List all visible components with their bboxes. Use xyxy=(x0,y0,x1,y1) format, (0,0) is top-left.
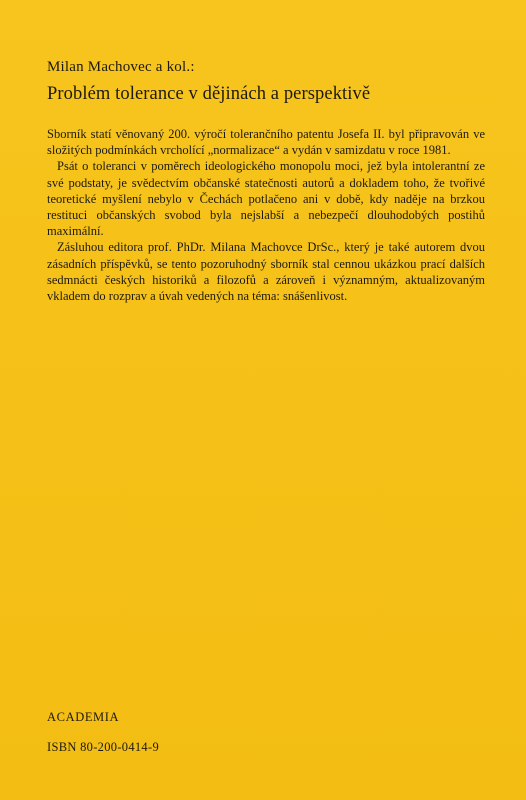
blurb-paragraph-2: Psát o toleranci v poměrech ideologického monopolu moci, jež byla intolerantní ze své podstaty, je svědectvím občanské statečnosti autorů a dokladem toho, že tvořivé teoretické myšlení nebylo v Čechách potlačeno ani v době, kdy naděje na brzkou restituci občanských svobod byla nejslabší a nebezpečí dlouhodobých postihů maximální. xyxy=(47,159,485,239)
blurb-paragraph-1: Sborník statí věnovaný 200. výročí tolerančního patentu Josefa II. byl připravován ve složitých podmínkách vrcholící „normalizace“ a vydán v samizdatu v roce 1981. xyxy=(47,127,485,158)
publisher-name: ACADEMIA xyxy=(47,710,120,724)
blurb-paragraph-3: Zásluhou editora prof. PhDr. Milana Machovce DrSc., který je také autorem dvou zásadních příspěvků, se tento pozoruhodný sborník stal cennou ukázkou prací dalších sedmnácti českých historiků a filozofů a zároveň i významným, aktualizovaným vkladem do rozprav a úvah vedených na téma: snášenlivost. xyxy=(47,240,485,304)
blurb-text xyxy=(47,126,485,304)
book-title: Problém tolerance v dějinách a perspektivě xyxy=(47,84,371,104)
isbn-number: ISBN 80-200-0414-9 xyxy=(47,740,159,754)
author-line: Milan Machovec a kol.: xyxy=(47,59,195,75)
